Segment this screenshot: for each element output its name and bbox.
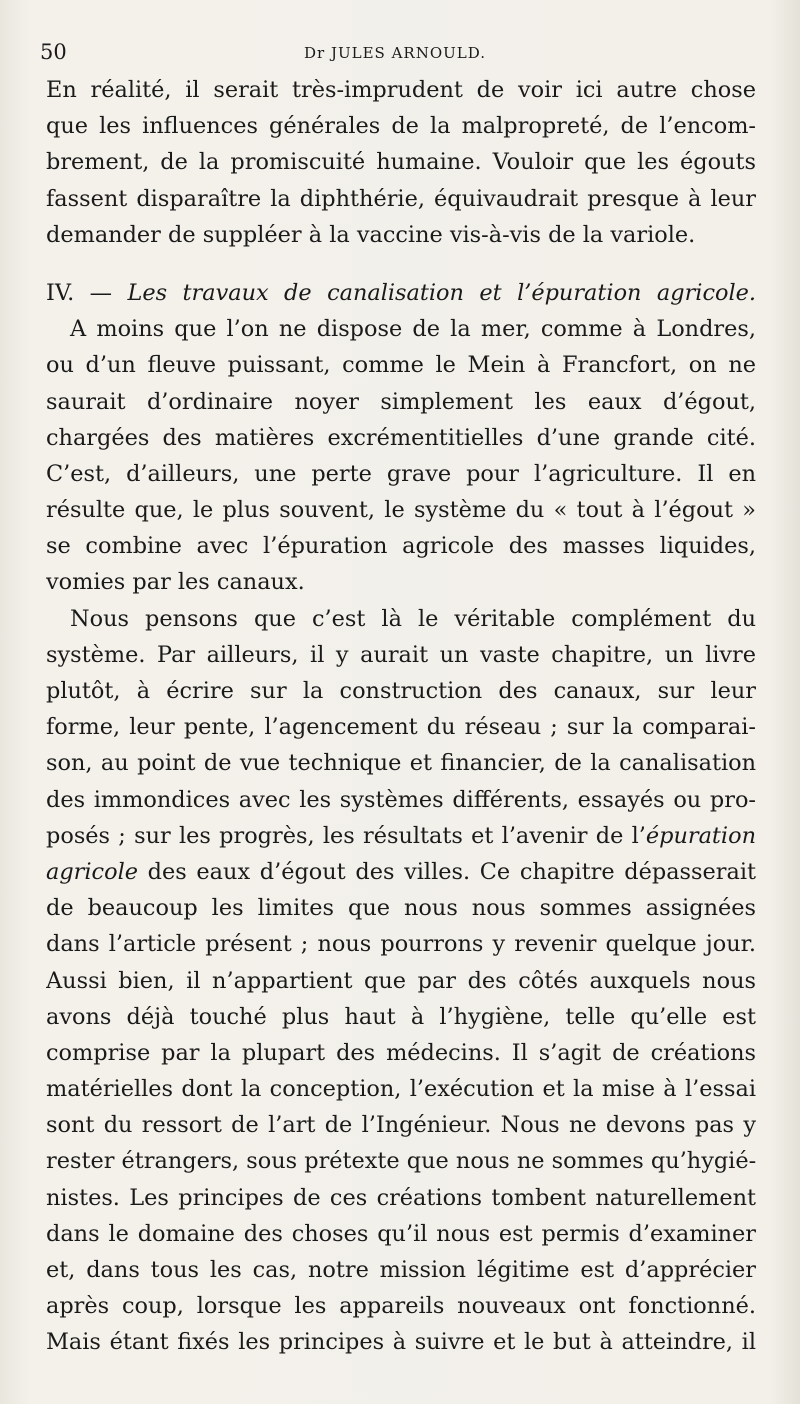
text-line: nistes. Les principes de ces créations tombent naturellement xyxy=(46,1184,756,1211)
text-line: brement, de la promiscuité humaine. Vouloir que les égouts xyxy=(46,149,756,176)
text-line: son, au point de vue technique et financier, de la canalisation xyxy=(46,750,756,777)
paragraph-1 xyxy=(46,72,756,253)
text-line: Nous pensons que c’est là le véritable complément du xyxy=(70,605,756,632)
text-line: A moins que l’on ne dispose de la mer, comme à Londres, xyxy=(70,316,756,343)
text-line: résulte que, le plus souvent, le système du « tout à l’égout » xyxy=(46,497,756,524)
section-title: Les travaux de canalisation et l’épuration agricole. xyxy=(127,279,756,306)
text-line: En réalité, il serait très-imprudent de voir ici autre chose xyxy=(46,77,756,103)
text-line: Aussi bien, il n’appartient que par des côtés auxquels nous xyxy=(46,967,756,994)
text-line: chargées des matières excrémentitielles d’une grande cité. xyxy=(46,424,756,451)
text-line: saurait d’ordinaire noyer simplement les eaux d’égout, xyxy=(46,388,756,415)
text-line: sont du ressort de l’art de l’Ingénieur. Nous ne devons pas y xyxy=(46,1112,756,1139)
italic-word: épuration xyxy=(645,822,756,849)
page-number: 50 xyxy=(40,40,67,64)
text-line: forme, leur pente, l’agencement du réseau ; sur la comparai- xyxy=(46,714,756,741)
text-line: comprise par la plupart des médecins. Il s’agit de créations xyxy=(46,1039,756,1066)
section-heading xyxy=(46,275,756,311)
text-line: C’est, d’ailleurs, une perte grave pour l’agriculture. Il en xyxy=(46,460,756,487)
text-line: plutôt, à écrire sur la construction des canaux, sur leur xyxy=(46,678,756,704)
text-line: Mais étant fixés les principes à suivre et le but à atteindre, il xyxy=(46,1329,756,1356)
paragraph-3 xyxy=(46,601,756,1361)
text-line: demander de suppléer à la vaccine vis-à-vis de la variole. xyxy=(46,221,696,248)
text-line: des immondices avec les systèmes différents, essayés ou pro- xyxy=(46,786,756,813)
text-line: se combine avec l’épuration agricole des masses liquides, xyxy=(46,533,756,560)
italic-word: agricole xyxy=(46,858,138,885)
text-line: et, dans tous les cas, notre mission légitime est d’apprécier xyxy=(46,1257,756,1283)
text-line: dans le domaine des choses qu’il nous est permis d’examiner xyxy=(46,1220,756,1247)
text-line: rester étrangers, sous prétexte que nous ne sommes qu’hygié- xyxy=(46,1148,756,1175)
text-line: matérielles dont la conception, l’exécution et la mise à l’essai xyxy=(46,1076,756,1103)
text-line: ou d’un fleuve puissant, comme le Mein à Francfort, on ne xyxy=(46,352,756,379)
section-number: IV. — xyxy=(46,279,128,306)
text-line: vomies par les canaux. xyxy=(46,569,305,596)
paragraph-2 xyxy=(46,311,756,601)
text-segment: posés ; sur les progrès, les résultats et l’avenir de l’ xyxy=(46,822,646,849)
body-text xyxy=(46,72,756,1361)
text-line xyxy=(46,818,756,854)
text-line: que les influences générales de la malpropreté, de l’encom- xyxy=(46,113,756,140)
text-line: de beaucoup les limites que nous nous sommes assignées xyxy=(46,895,756,922)
text-line: dans l’article présent ; nous pourrons y revenir quelque jour. xyxy=(46,931,756,958)
page-header xyxy=(36,36,776,66)
text-segment: des eaux d’égout des villes. Ce chapitre dépasserait xyxy=(137,858,756,885)
text-line: avons déjà touché plus haut à l’hygiène, telle qu’elle est xyxy=(46,1003,756,1030)
running-head: Dr JULES ARNOULD. xyxy=(304,44,486,62)
text-line: fassent disparaître la diphthérie, équivaudrait presque à leur xyxy=(46,185,756,212)
text-line xyxy=(46,854,756,890)
text-line: après coup, lorsque les appareils nouveaux ont fonctionné. xyxy=(46,1293,756,1320)
text-line: système. Par ailleurs, il y aurait un vaste chapitre, un livre xyxy=(46,641,756,668)
